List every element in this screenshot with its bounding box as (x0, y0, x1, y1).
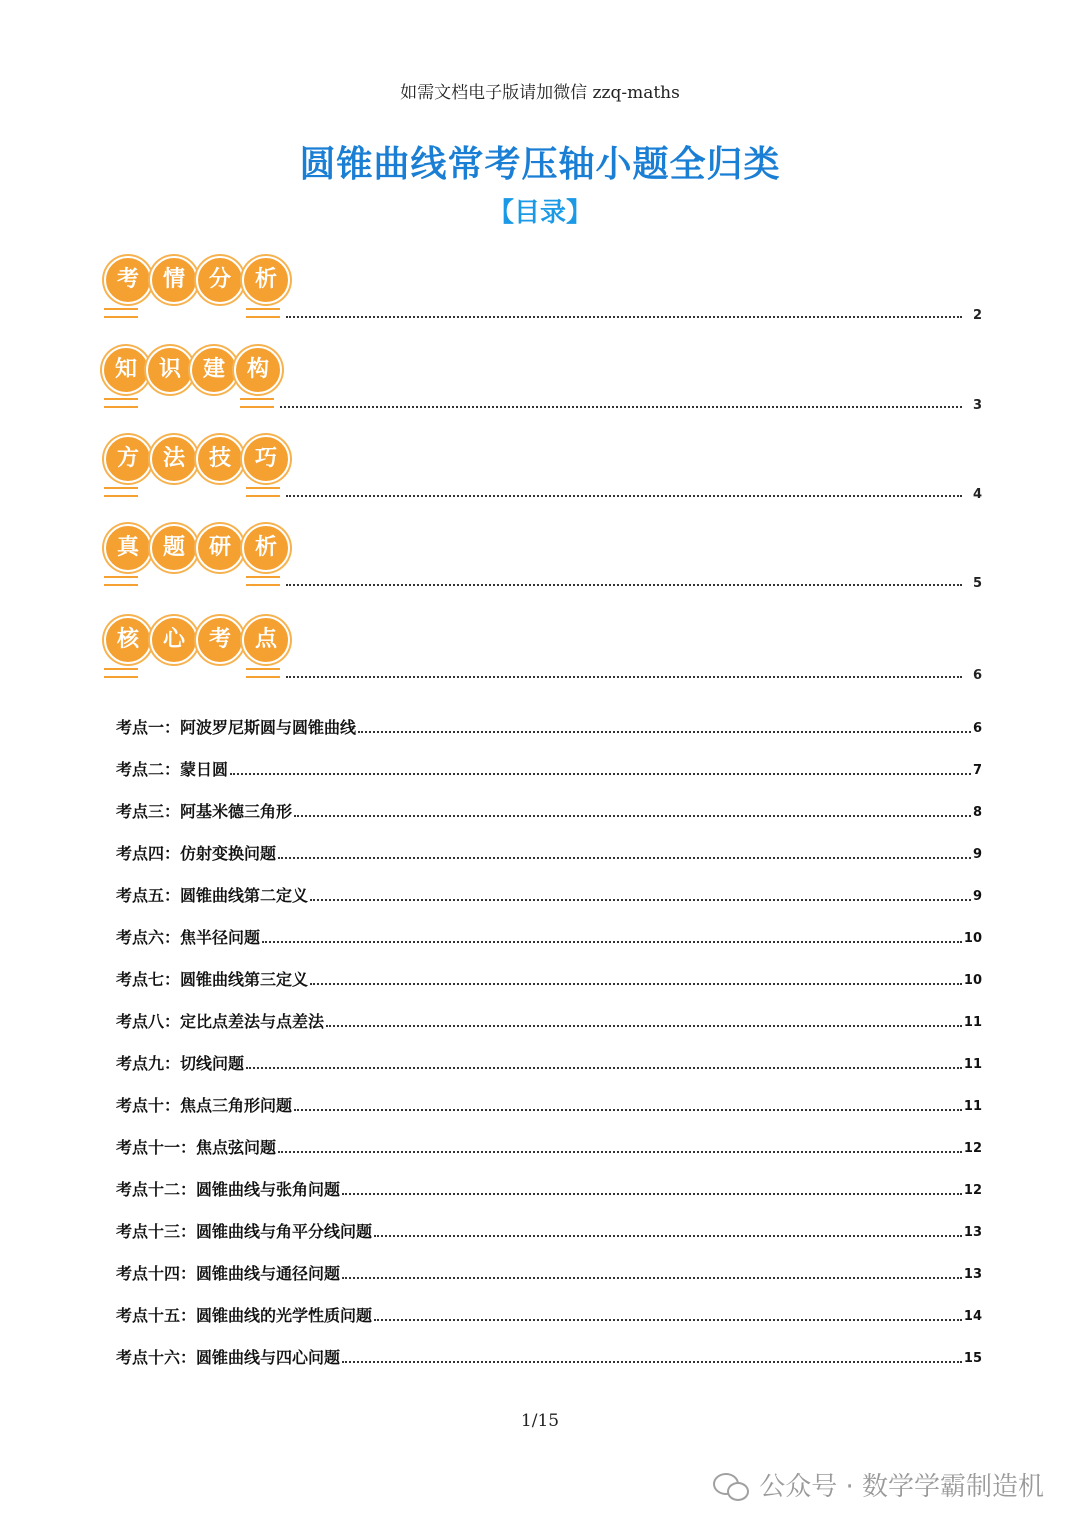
dot-leader (310, 899, 971, 901)
badge-underline (240, 398, 274, 408)
dot-leader (310, 983, 962, 985)
toc-entry-label: 考点二：蒙日圆 (116, 760, 229, 779)
toc-entry-page: 8 (972, 805, 982, 820)
page-footer-number: 1/15 (520, 1411, 560, 1431)
toc-heading: 【目录】 (487, 198, 592, 228)
badge-underline (104, 668, 138, 678)
badge-underline (104, 576, 138, 586)
toc-entry-label: 考点一：阿波罗尼斯圆与圆锥曲线 (116, 718, 357, 737)
badge-underline (246, 308, 280, 318)
toc-section[interactable] (100, 616, 982, 686)
badge-char: 巧 (242, 435, 290, 483)
badge-char: 考 (104, 256, 152, 304)
toc-entry[interactable] (116, 1074, 982, 1116)
badge-char: 析 (242, 256, 290, 304)
toc-entry[interactable] (116, 1200, 982, 1242)
toc-entry-label: 考点十四：圆锥曲线与通径问题 (116, 1264, 341, 1283)
dot-leader (342, 1277, 962, 1279)
dot-leader (262, 941, 962, 943)
section-page-number: 5 (972, 576, 982, 591)
toc-entry-label: 考点六：焦半径问题 (116, 928, 261, 947)
toc-section[interactable] (100, 346, 982, 416)
watermark-text: 公众号 · 数学学霸制造机 (759, 1472, 1044, 1502)
dot-leader (358, 731, 971, 733)
toc-entry-label: 考点八：定比点差法与点差法 (116, 1012, 325, 1031)
badge-underline (246, 487, 280, 497)
toc-entry[interactable] (116, 738, 982, 780)
dot-leader (374, 1319, 962, 1321)
badge-underline (246, 576, 280, 586)
toc-entry-page: 13 (963, 1267, 982, 1282)
wechat-icon (713, 1471, 749, 1499)
dot-leader (374, 1235, 962, 1237)
toc-entry[interactable] (116, 1326, 982, 1368)
toc-entry-label: 考点四：仿射变换问题 (116, 844, 277, 863)
toc-entry[interactable] (116, 1032, 982, 1074)
toc-entry-page: 7 (972, 763, 982, 778)
badge-char: 核 (104, 616, 152, 664)
section-page-number: 4 (972, 487, 982, 502)
toc-list (116, 696, 982, 1368)
section-page-number: 6 (972, 668, 982, 683)
toc-entry-label: 考点十二：圆锥曲线与张角问题 (116, 1180, 341, 1199)
toc-entry[interactable] (116, 906, 982, 948)
toc-entry[interactable] (116, 1242, 982, 1284)
dot-leader (286, 676, 962, 678)
badge-char: 技 (196, 435, 244, 483)
toc-entry-label: 考点十五：圆锥曲线的光学性质问题 (116, 1306, 373, 1325)
dot-leader (280, 406, 962, 408)
dot-leader (230, 773, 971, 775)
toc-entry[interactable] (116, 990, 982, 1032)
badge-char: 法 (150, 435, 198, 483)
toc-entry-label: 考点九：切线问题 (116, 1054, 245, 1073)
toc-entry[interactable] (116, 1158, 982, 1200)
badge-char: 构 (234, 346, 282, 394)
toc-entry-page: 9 (972, 889, 982, 904)
badge-char: 情 (150, 256, 198, 304)
dot-leader (278, 1151, 962, 1153)
toc-entry-label: 考点十三：圆锥曲线与角平分线问题 (116, 1222, 373, 1241)
badge-char: 析 (242, 524, 290, 572)
toc-section[interactable] (100, 435, 982, 505)
dot-leader (326, 1025, 962, 1027)
dot-leader (294, 815, 971, 817)
toc-entry-page: 12 (963, 1183, 982, 1198)
watermark (713, 1466, 1044, 1503)
badge-char: 心 (150, 616, 198, 664)
toc-entry[interactable] (116, 948, 982, 990)
badge-char: 题 (150, 524, 198, 572)
badge-underline (104, 487, 138, 497)
toc-entry[interactable] (116, 696, 982, 738)
toc-entry[interactable] (116, 1116, 982, 1158)
dot-leader (286, 316, 962, 318)
badge-underline (246, 668, 280, 678)
dot-leader (342, 1193, 962, 1195)
toc-entry-page: 13 (963, 1225, 982, 1240)
toc-entry-label: 考点七：圆锥曲线第三定义 (116, 970, 309, 989)
dot-leader (278, 857, 971, 859)
toc-entry-page: 6 (972, 721, 982, 736)
toc-entry-page: 10 (963, 931, 982, 946)
toc-entry[interactable] (116, 864, 982, 906)
toc-entry-page: 15 (963, 1351, 982, 1366)
toc-entry-page: 10 (963, 973, 982, 988)
toc-entry-page: 14 (963, 1309, 982, 1324)
badge-char: 知 (102, 346, 150, 394)
toc-entry-label: 考点十：焦点三角形问题 (116, 1096, 293, 1115)
toc-entry-label: 考点十一：焦点弦问题 (116, 1138, 277, 1157)
badge-char: 分 (196, 256, 244, 304)
badge-char: 识 (146, 346, 194, 394)
badge-underline (104, 398, 138, 408)
dot-leader (294, 1109, 962, 1111)
badge-char: 方 (104, 435, 152, 483)
header-note: 如需文档电子版请加微信 zzq-maths (400, 83, 680, 103)
toc-entry-page: 9 (972, 847, 982, 862)
dot-leader (342, 1361, 962, 1363)
document-title: 圆锥曲线常考压轴小题全归类 (299, 144, 781, 185)
badge-char: 真 (104, 524, 152, 572)
badge-underline (104, 308, 138, 318)
toc-entry-page: 11 (963, 1099, 982, 1114)
toc-entry-label: 考点三：阿基米德三角形 (116, 802, 293, 821)
toc-entry[interactable] (116, 780, 982, 822)
toc-entry-page: 11 (963, 1015, 982, 1030)
badge-char: 研 (196, 524, 244, 572)
toc-entry-label: 考点五：圆锥曲线第二定义 (116, 886, 309, 905)
toc-entry-page: 11 (963, 1057, 982, 1072)
toc-entry[interactable] (116, 822, 982, 864)
badge-char: 考 (196, 616, 244, 664)
toc-entry-page: 12 (963, 1141, 982, 1156)
section-page-number: 2 (972, 308, 982, 323)
dot-leader (286, 584, 962, 586)
dot-leader (246, 1067, 962, 1069)
section-page-number: 3 (972, 398, 982, 413)
toc-entry-label: 考点十六：圆锥曲线与四心问题 (116, 1348, 341, 1367)
toc-section[interactable] (100, 256, 982, 326)
badge-char: 点 (242, 616, 290, 664)
toc-section[interactable] (100, 524, 982, 594)
toc-entry[interactable] (116, 1284, 982, 1326)
badge-char: 建 (190, 346, 238, 394)
dot-leader (286, 495, 962, 497)
